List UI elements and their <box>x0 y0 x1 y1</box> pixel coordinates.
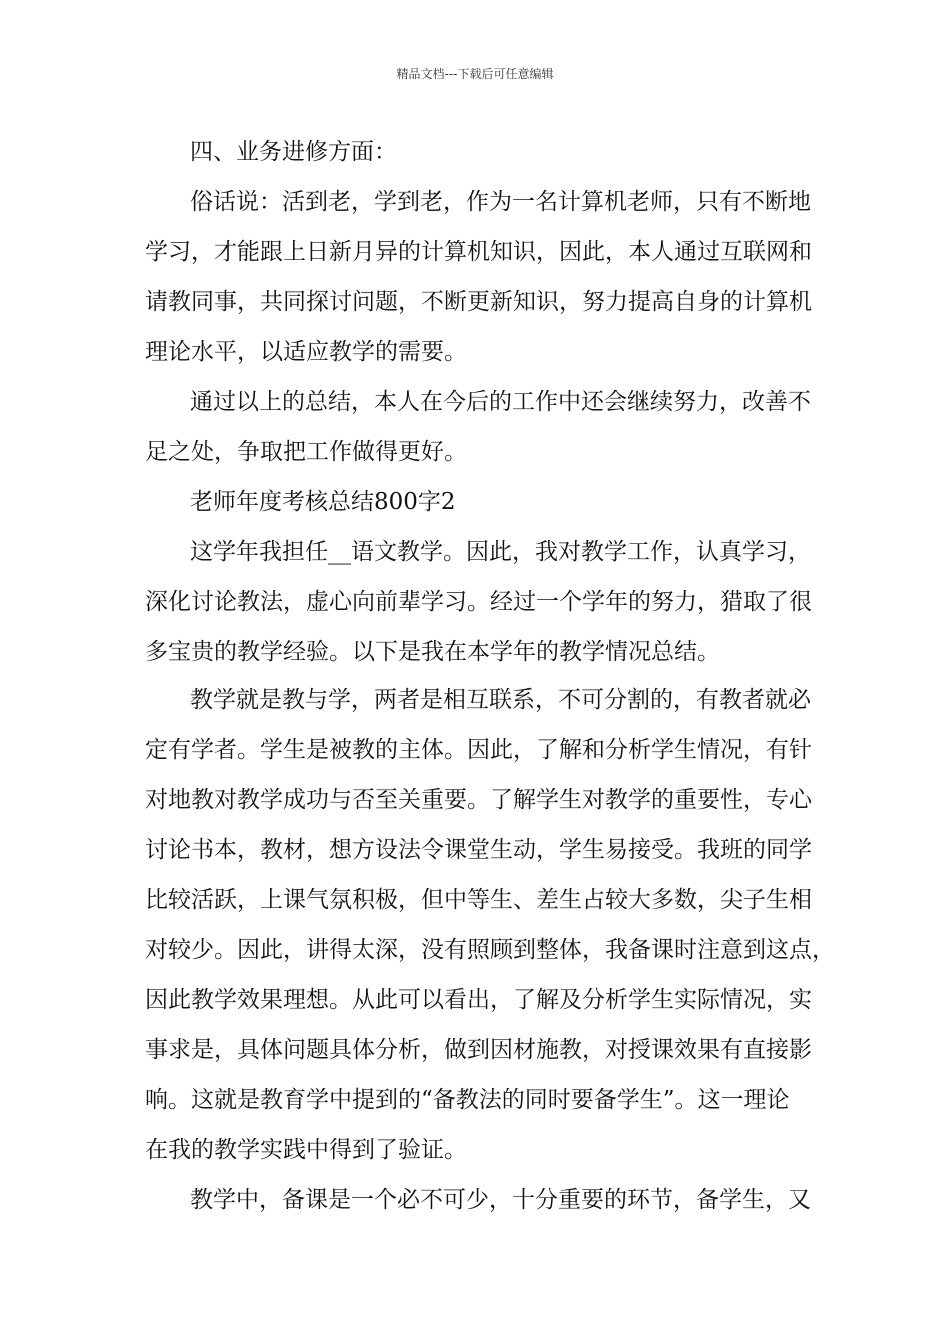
paragraph-line: 因此教学效果理想。从此可以看出，了解及分析学生实际情况，实 <box>145 987 812 1013</box>
paragraph-line: 深化讨论教法，虚心向前辈学习。经过一个学年的努力，猎取了很 <box>145 589 812 615</box>
paragraph-line: 请教同事，共同探讨问题，不断更新知识，努力提高自身的计算机 <box>145 289 812 315</box>
paragraph-line: 在我的教学实践中得到了验证。 <box>145 1137 467 1163</box>
paragraph-line: 对较少。因此，讲得太深，没有照顾到整体，我备课时注意到这点， <box>145 937 835 963</box>
paragraph-line: 通过以上的总结，本人在今后的工作中还会继续努力，改善不 <box>190 389 811 415</box>
paragraph-line: 讨论书本，教材，想方设法令课堂生动，学生易接受。我班的同学 <box>145 837 812 863</box>
section-heading: 四、业务进修方面： <box>190 139 397 165</box>
paragraph-line: 学习，才能跟上日新月异的计算机知识，因此，本人通过互联网和 <box>145 239 812 265</box>
paragraph-line: 多宝贵的教学经验。以下是我在本学年的教学情况总结。 <box>145 639 720 665</box>
paragraph-line: 俗话说：活到老，学到老，作为一名计算机老师，只有不断地 <box>190 189 811 215</box>
page-header: 精品文档---下载后可任意编辑 <box>396 67 554 81</box>
paragraph-line: 比较活跃，上课气氛积极，但中等生、差生占较大多数，尖子生相 <box>145 887 812 913</box>
paragraph-line: 这学年我担任__语文教学。因此，我对教学工作，认真学习， <box>190 539 811 565</box>
paragraph-line: 教学中，备课是一个必不可少，十分重要的环节，备学生，又 <box>190 1187 811 1213</box>
paragraph-line: 理论水平，以适应教学的需要。 <box>145 339 467 365</box>
paragraph-line: 响。这就是教育学中提到的“备教法的同时要备学生”。这一理论 <box>145 1087 790 1113</box>
paragraph-line: 定有学者。学生是被教的主体。因此，了解和分析学生情况，有针 <box>145 737 812 763</box>
paragraph-line: 事求是，具体问题具体分析，做到因材施教，对授课效果有直接影 <box>145 1037 812 1063</box>
paragraph-line: 对地教对教学成功与否至关重要。了解学生对教学的重要性，专心 <box>145 787 812 813</box>
paragraph-line: 足之处，争取把工作做得更好。 <box>145 439 467 465</box>
article-title: 老师年度考核总结800字2 <box>190 489 456 515</box>
paragraph-line: 教学就是教与学，两者是相互联系，不可分割的，有教者就必 <box>190 687 811 713</box>
